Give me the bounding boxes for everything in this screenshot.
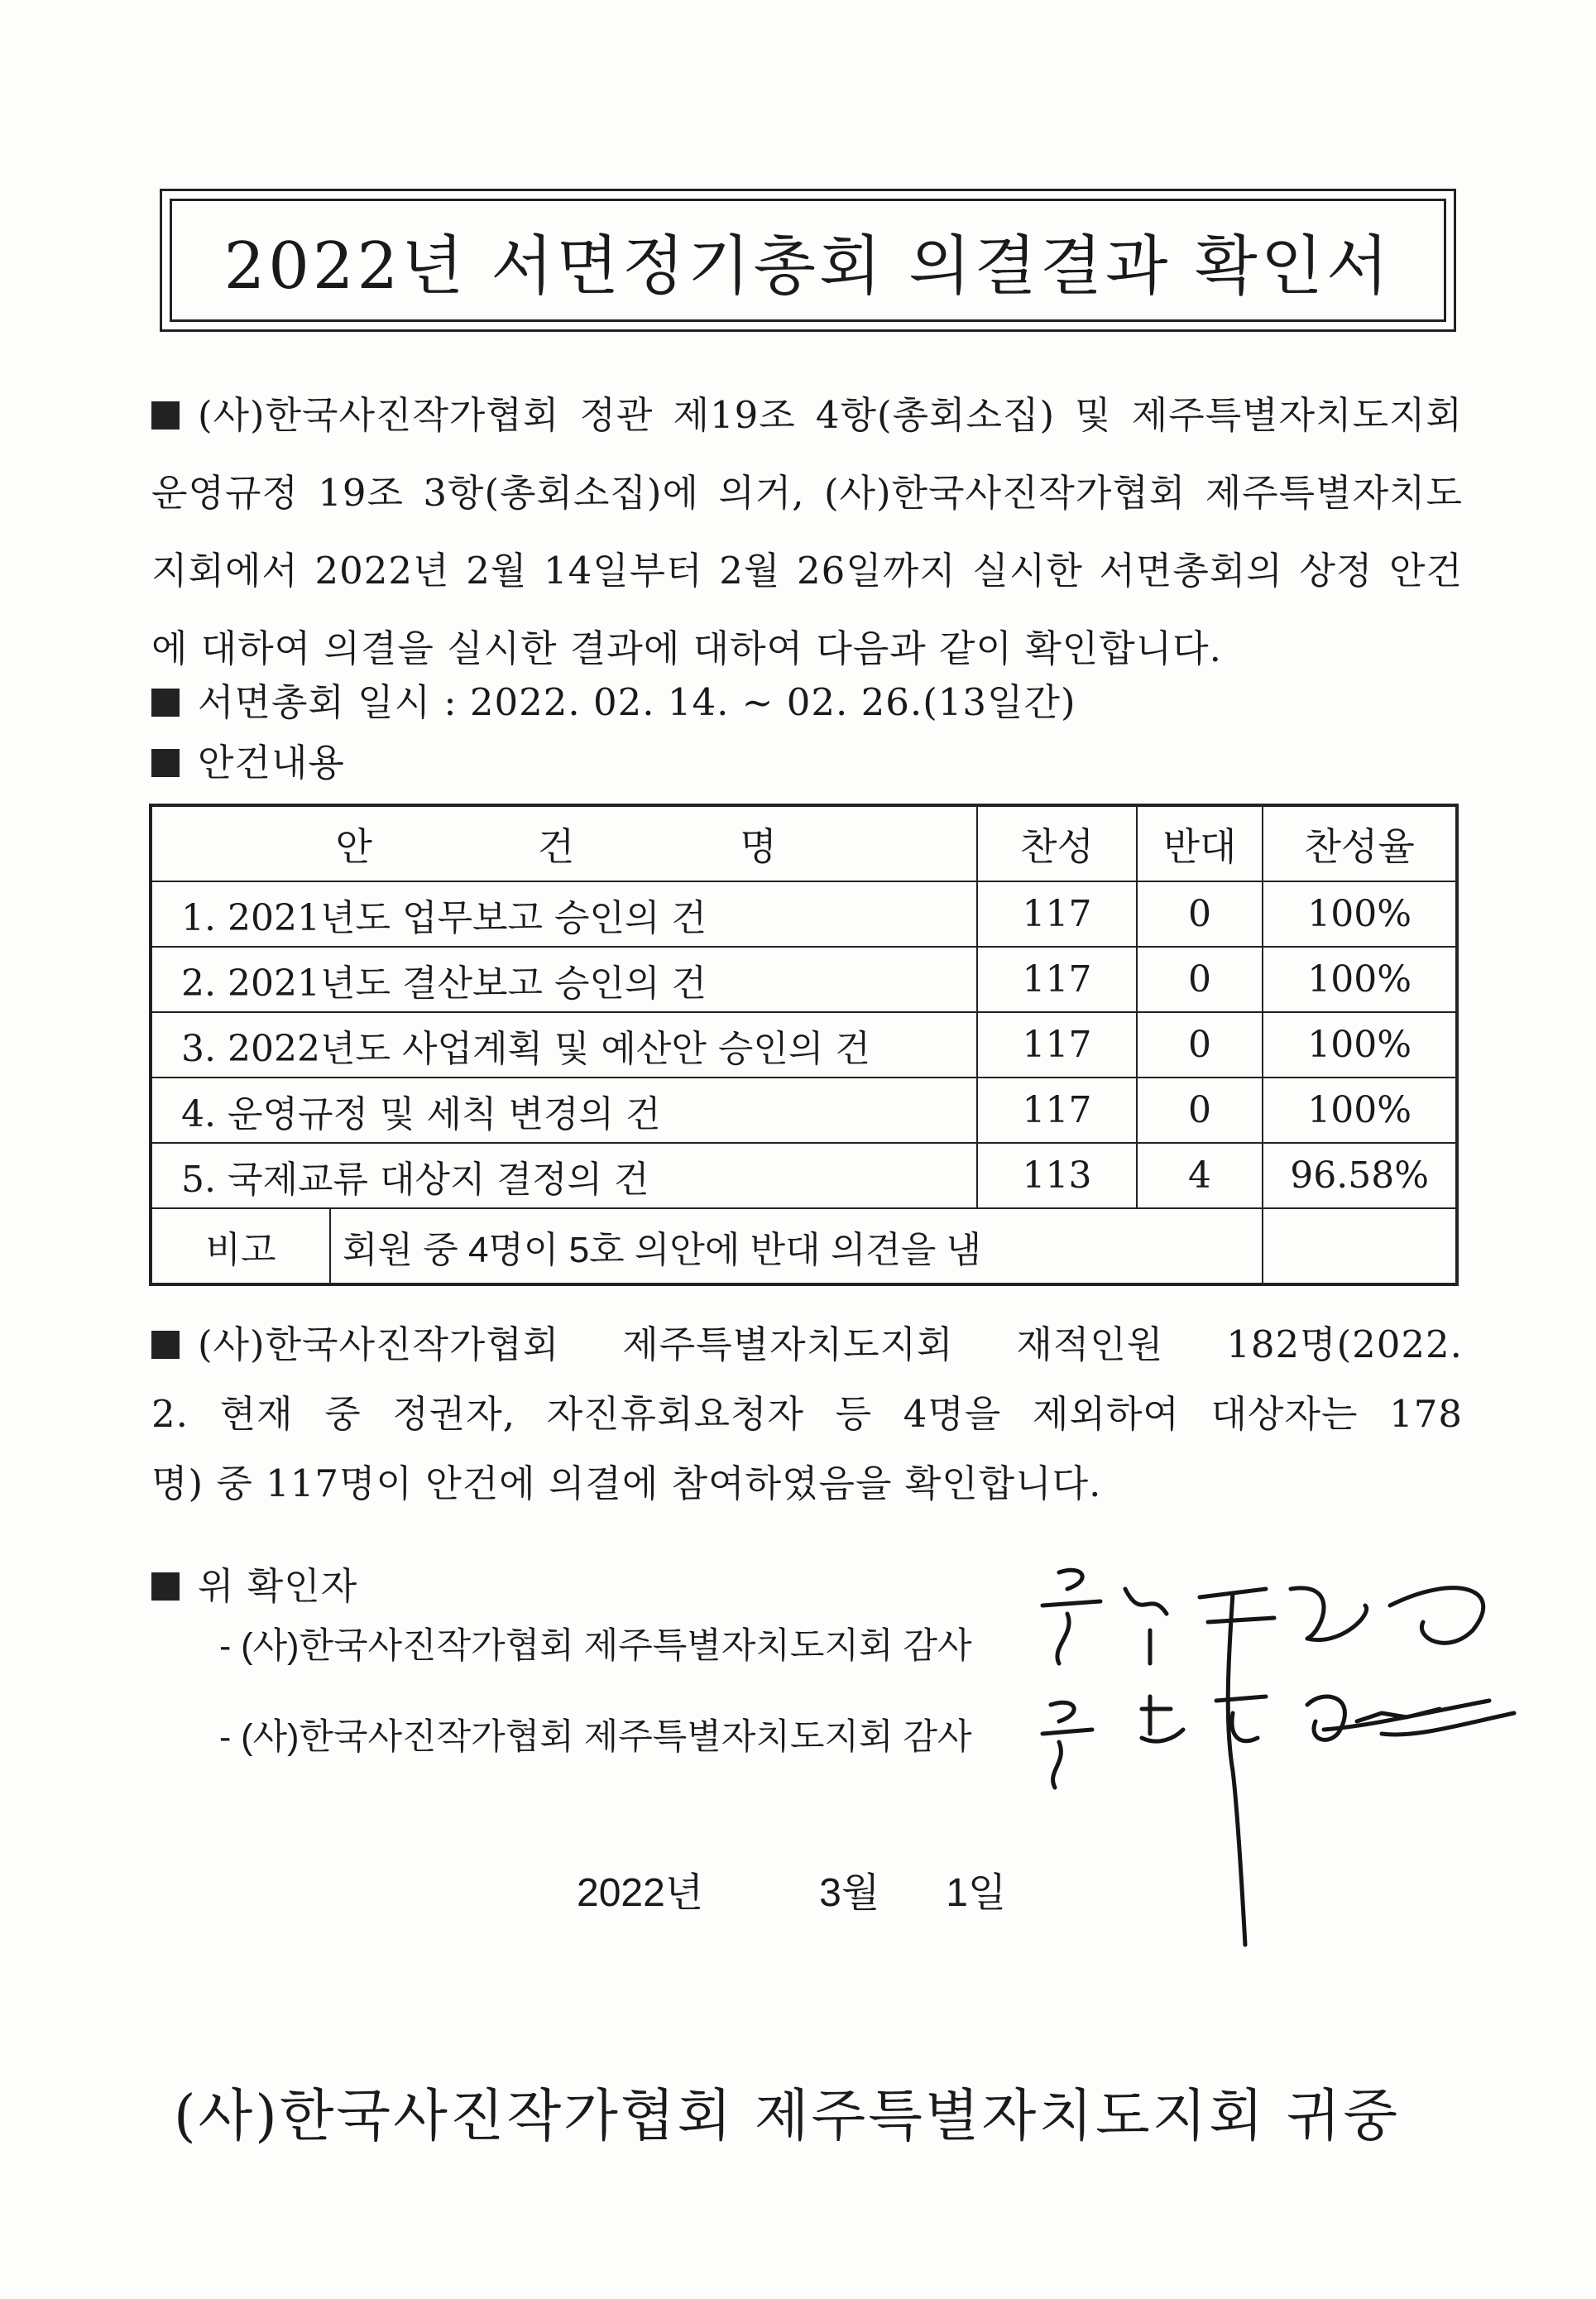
no-count: 0 (1137, 1012, 1263, 1078)
document-title: 2022년 서면정기총회 의결결과 확인서 (170, 199, 1446, 322)
header-yes: 찬성 (977, 805, 1136, 881)
agenda-name: 1. 2021년도 업무보고 승인의 건 (151, 881, 977, 947)
footer-recipient: (사)한국사진작가협회 제주특별자치도지회 귀중 (174, 2084, 1401, 2149)
date-month: 3월 (819, 1871, 880, 1915)
no-count: 4 (1137, 1143, 1263, 1208)
member-line: (사)한국사진작가협회 제주특별자치도지회 재적인원 182명(2022. (151, 1310, 1463, 1380)
bullet-square-icon (151, 1331, 180, 1359)
signature-1 (1042, 1570, 1483, 1945)
agenda-name: 2. 2021년도 결산보고 승인의 건 (151, 947, 977, 1012)
intro-line: (사)한국사진작가협회 정관 제19조 4항(총회소집) 및 제주특별자치도지회 (151, 377, 1463, 454)
confirmer-heading: 위 확인자 (151, 1556, 357, 1610)
approval-rate: 100% (1263, 1078, 1457, 1143)
handwritten-signatures (1026, 1556, 1522, 1953)
bullet-square-icon (151, 749, 180, 777)
yes-count: 117 (977, 1078, 1136, 1143)
date-day: 1일 (946, 1871, 1007, 1915)
yes-count: 113 (977, 1143, 1136, 1208)
approval-rate: 96.58% (1263, 1143, 1457, 1208)
confirmer-line-1: - (사)한국사진작가협회 제주특별자치도지회 감사 (219, 1626, 972, 1666)
table-row (151, 1078, 1457, 1143)
agenda-heading: 안건내용 (151, 732, 345, 786)
title-box (160, 189, 1456, 332)
signature-2 (1042, 1697, 1514, 1788)
intro-line: 에 대하여 의결을 실시한 결과에 대하여 다음과 같이 확인합니다. (151, 626, 1222, 670)
header-agenda-name: 안건명 (151, 805, 977, 881)
note-label: 비고 (152, 1209, 331, 1283)
yes-count: 117 (977, 947, 1136, 1012)
table-row (151, 947, 1457, 1012)
agenda-name: 5. 국제교류 대상지 결정의 건 (151, 1143, 977, 1208)
approval-rate: 100% (1263, 947, 1457, 1012)
table-header-row (151, 805, 1457, 881)
intro-line: 지회에서 2022년 2월 14일부터 2월 26일까지 실시한 서면총회의 상정 안건 (151, 549, 1463, 593)
bullet-square-icon (151, 1572, 180, 1601)
approval-rate: 100% (1263, 881, 1457, 947)
member-paragraph (151, 1310, 1463, 1519)
yes-count: 117 (977, 881, 1136, 947)
agenda-name: 4. 운영규정 및 세칙 변경의 건 (151, 1078, 977, 1143)
intro-paragraph (151, 377, 1463, 688)
date-year: 2022년 (577, 1871, 704, 1915)
header-no: 반대 (1137, 805, 1263, 881)
confirmer-line-2: - (사)한국사진작가협회 제주특별자치도지회 감사 (219, 1717, 972, 1757)
document-date (577, 1860, 1006, 1917)
bullet-square-icon (151, 401, 180, 430)
no-count: 0 (1137, 1078, 1263, 1143)
agenda-name: 3. 2022년도 사업계획 및 예산안 승인의 건 (151, 1012, 977, 1078)
bullet-square-icon (151, 689, 180, 717)
member-line: 명) 중 117명이 안건에 의결에 참여하였음을 확인합니다. (151, 1461, 1102, 1505)
intro-line: 운영규정 19조 3항(총회소집)에 의거, (사)한국사진작가협회 제주특별자치도 (151, 471, 1463, 515)
note-text: 회원 중 4명이 5호 의안에 반대 의견을 냄 (343, 1229, 982, 1270)
agenda-table (149, 804, 1459, 1286)
member-line: 2. 현재 중 정권자, 자진휴회요청자 등 4명을 제외하여 대상자는 178 (151, 1392, 1463, 1436)
note-row (151, 1208, 1457, 1284)
yes-count: 117 (977, 1012, 1136, 1078)
meeting-date: 서면총회 일시 : 2022. 02. 14. ~ 02. 26.(13일간) (151, 672, 1076, 726)
no-count: 0 (1137, 881, 1263, 947)
approval-rate: 100% (1263, 1012, 1457, 1078)
note-empty-cell (1263, 1208, 1457, 1284)
table-row (151, 1143, 1457, 1208)
table-row (151, 881, 1457, 947)
header-rate: 찬성율 (1263, 805, 1457, 881)
no-count: 0 (1137, 947, 1263, 1012)
table-row (151, 1012, 1457, 1078)
